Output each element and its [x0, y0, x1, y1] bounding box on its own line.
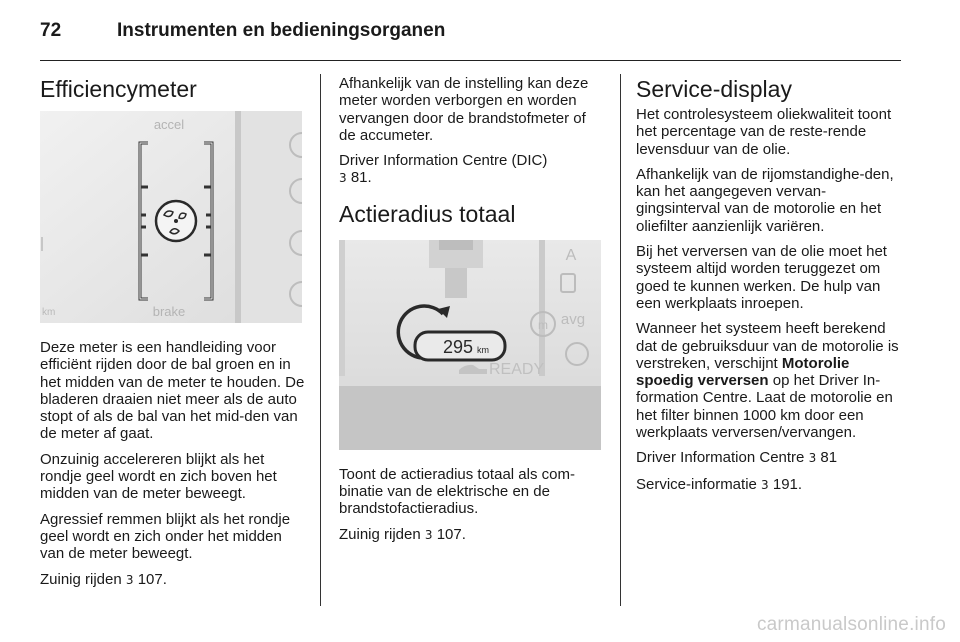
chapter-title: Instrumenten en bedieningsorganen	[117, 20, 446, 41]
reference-arrow-icon: 3	[125, 572, 134, 587]
column-efficiencymeter	[40, 75, 305, 597]
service-message: Motorolie spoedig verversen	[636, 354, 850, 390]
body-paragraph: Toont de actieradius totaal als com-binatie van de elektrische en de brandstofactieradius.	[339, 465, 575, 518]
cross-reference	[40, 571, 305, 589]
ref-text: Driver Information Centre (DIC)	[339, 152, 548, 170]
section-heading-efficiencymeter: Efficiencymeter	[40, 76, 197, 102]
cross-reference	[636, 449, 902, 467]
ref-text: Driver Information Centre	[636, 449, 805, 467]
range-unit: km	[477, 344, 489, 355]
column-service-display	[636, 75, 902, 502]
range-value: 295	[442, 336, 473, 357]
section-heading-actieradius: Actieradius totaal	[339, 200, 516, 227]
efficiencymeter-paragraph: Agressief remmen blijkt als het rondje geel wordt en zich onder het midden van de meter beweegt.	[40, 510, 291, 563]
body-paragraph: Wanneer het systeem heeft berekend dat de gebruiksduur van de motorolie is verstreken, verschijnt Motorolie spoedig verversen op het Driver In-formation Centre. Laat de motorolie en het filter binnen 1000 km door een werkplaats verversen/vervangen.	[636, 320, 899, 442]
cross-reference	[636, 476, 902, 494]
ref-page: 81.	[350, 169, 372, 187]
ref-page: 107.	[137, 570, 167, 588]
cross-reference	[339, 526, 605, 544]
efficiency-ball-icon	[156, 201, 196, 241]
ref-text: Zuinig rijden	[40, 570, 122, 588]
km-label: km	[42, 307, 56, 318]
body-paragraph: Afhankelijk van de instelling kan deze meter worden verborgen en worden vervangen door de brandstofmeter of de accumeter.	[339, 75, 589, 144]
reference-arrow-icon: 3	[339, 171, 347, 186]
ref-text: Zuinig rijden	[339, 525, 421, 543]
watermark: carmanualsonline.info	[756, 614, 946, 635]
body-paragraph: Bij het verversen van de olie moet het systeem altijd worden teruggezet om goed te kunnen werken. De hulp van een werkplaats inroepen.	[636, 243, 887, 312]
column-divider	[320, 74, 321, 606]
column-actieradius	[339, 75, 605, 552]
column-divider	[620, 74, 621, 606]
ref-page: 191.	[772, 475, 803, 493]
avg-label: avg	[560, 310, 586, 328]
section-heading-service-display: Service-display	[636, 76, 792, 102]
ref-page: 81	[820, 449, 838, 467]
range-display-figure	[339, 240, 601, 450]
reference-arrow-icon: 3	[424, 527, 433, 542]
page-number: 72	[40, 20, 62, 41]
svg-text:m: m	[538, 317, 548, 332]
ref-page: 107.	[436, 525, 466, 543]
accel-label: accel	[153, 117, 185, 132]
body-paragraph: Het controlesysteem oliekwaliteit toont het percentage van de reste-rende levensduur van de olie.	[636, 106, 892, 158]
body-paragraph: Afhankelijk van de rijomstandighe-den, kan het aangegeven vervan-gingsinterval van de motorolie en het oliefilter aanzienlijk variëren.	[636, 165, 894, 235]
efficiency-meter-figure	[40, 111, 302, 323]
header-rule	[40, 60, 901, 61]
reference-arrow-icon: 3	[761, 477, 769, 492]
brake-label: brake	[152, 304, 186, 319]
ref-text: Service-informatie	[636, 475, 757, 493]
cross-reference	[339, 152, 605, 188]
ready-label: READY	[489, 360, 545, 378]
svg-text:A: A	[565, 246, 577, 264]
efficiencymeter-paragraph: Deze meter is een handleiding voor efficiënt rijden door de bal groen en in het midden van de meter te houden. De bladeren draaien niet meer als de auto stopt of als de bal van het mid-den van de meter af gaat.	[40, 339, 305, 443]
reference-arrow-icon: 3	[808, 451, 817, 466]
efficiencymeter-paragraph: Onzuinig accelereren blijkt als het rondje geel wordt en zich boven het midden van de meter beweegt.	[40, 450, 277, 503]
